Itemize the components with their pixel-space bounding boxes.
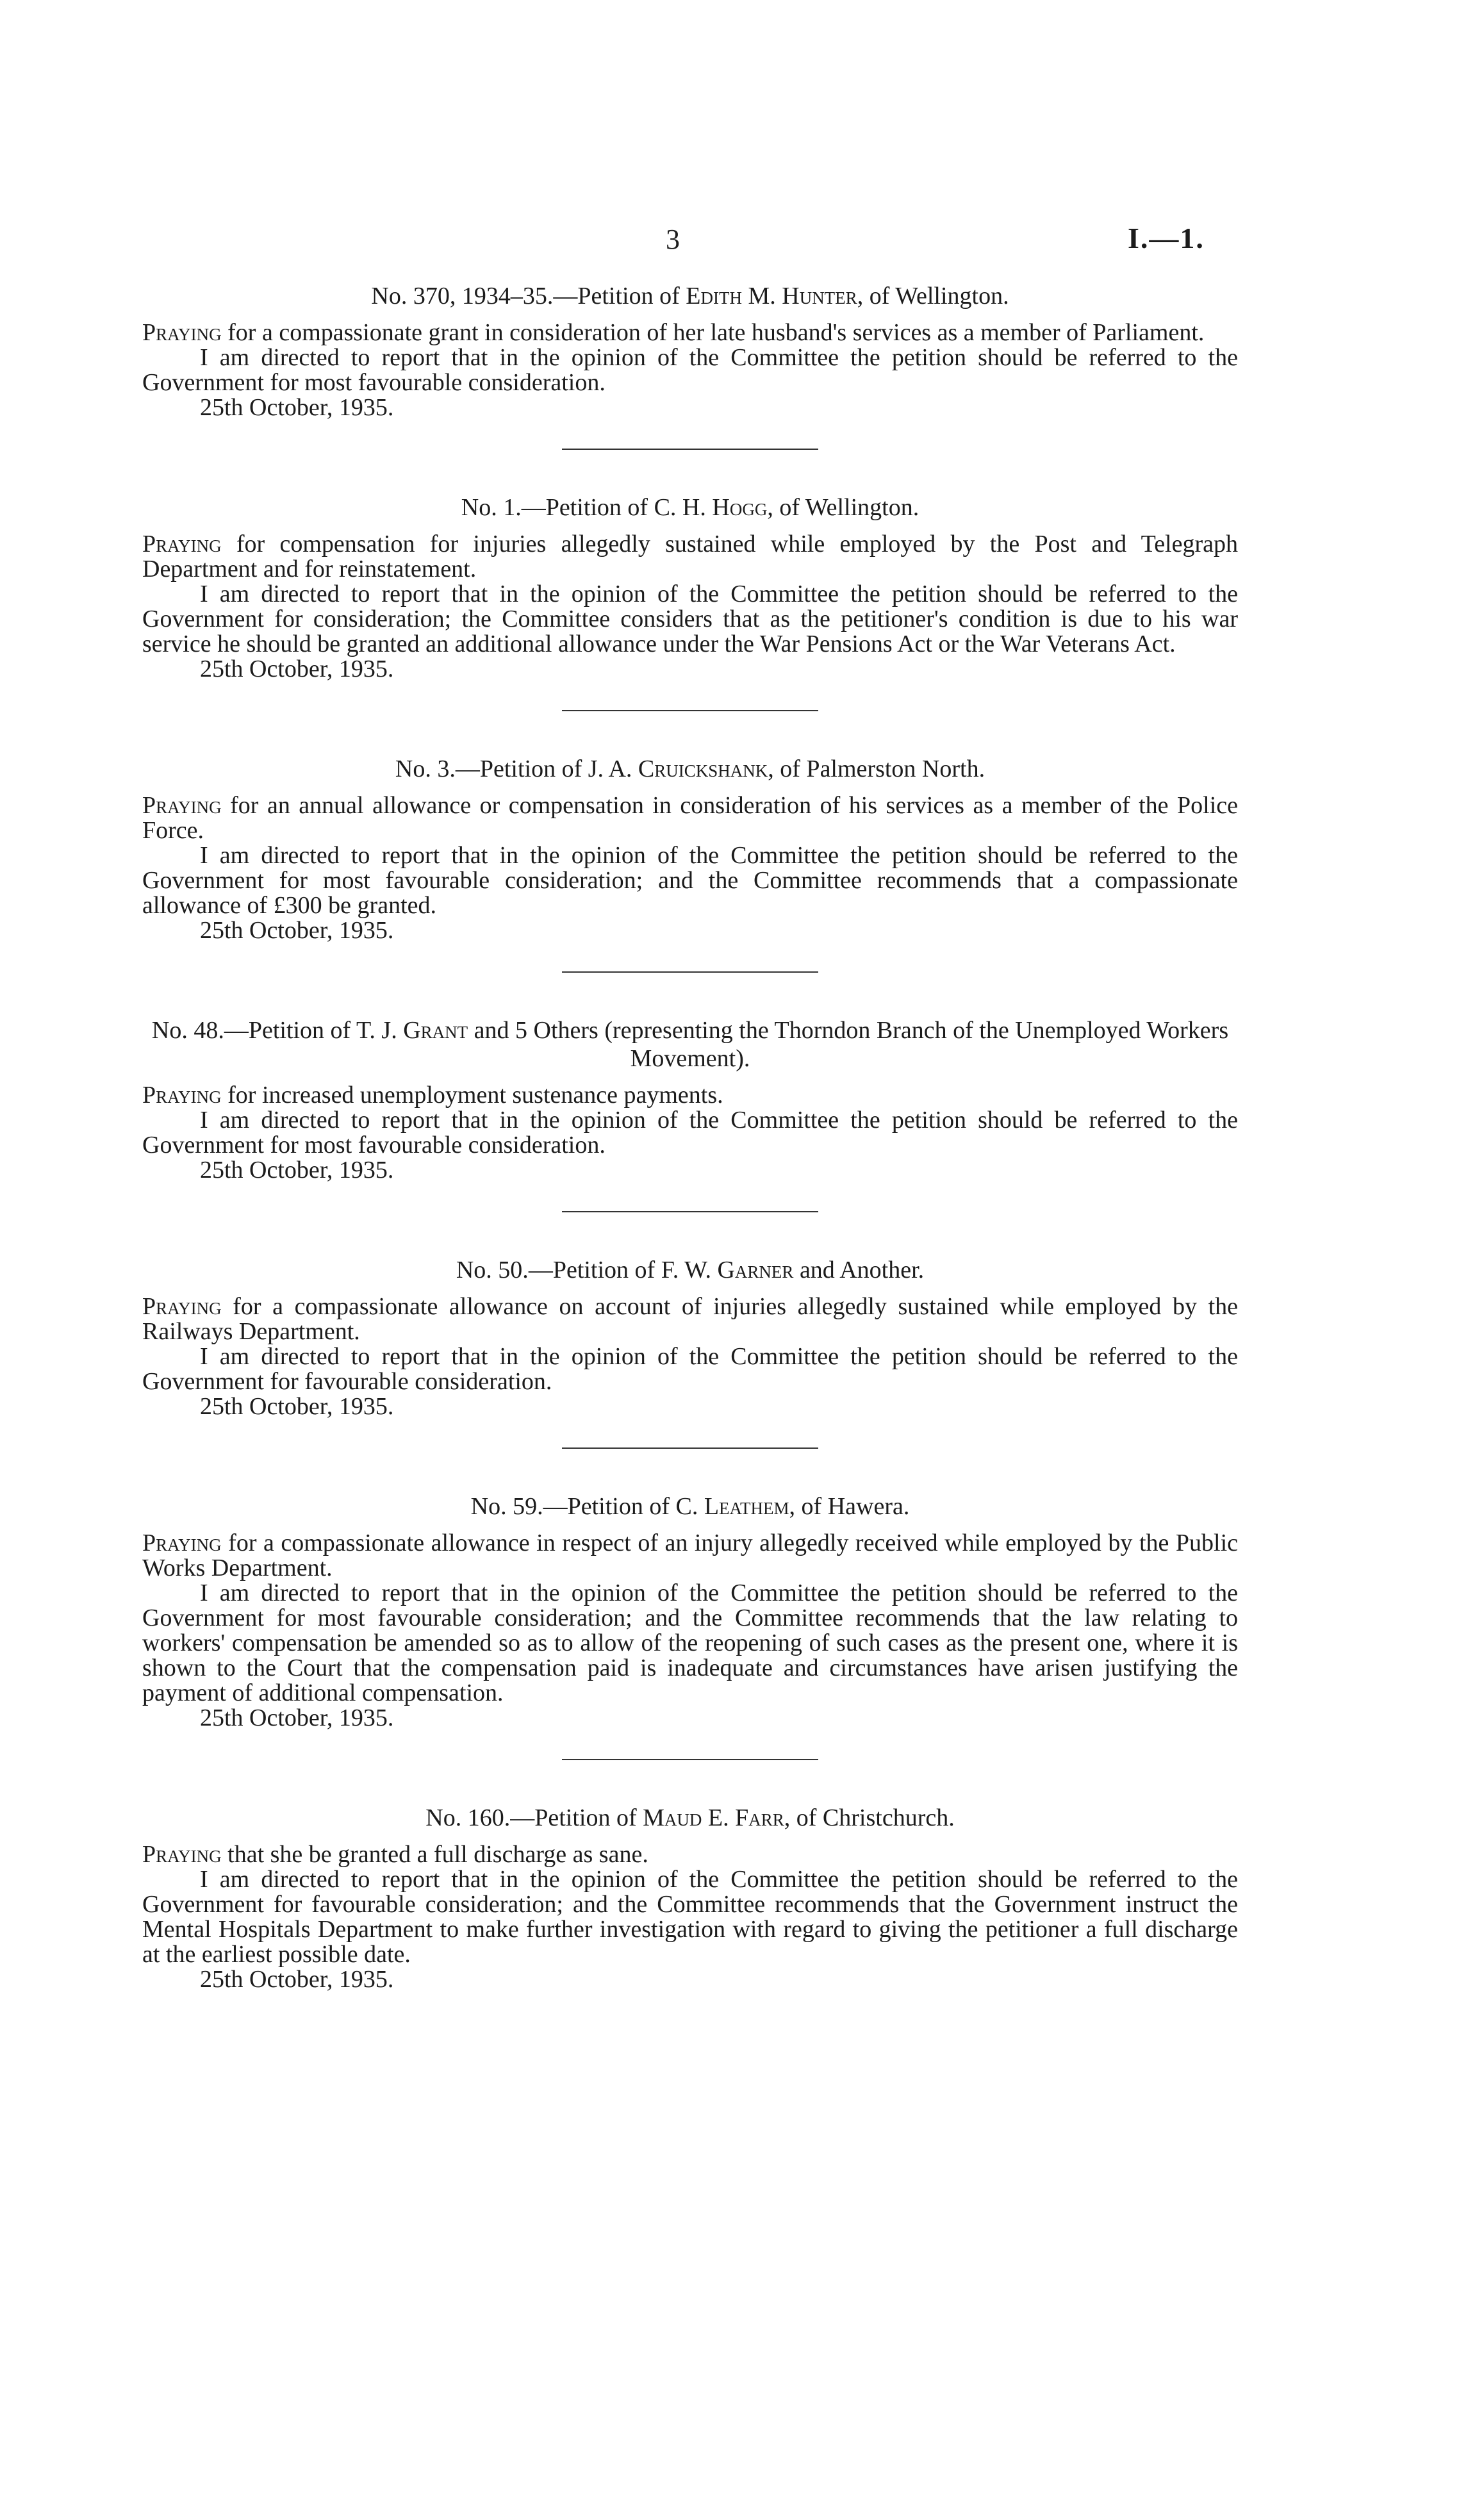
petition-heading: No. 48.—Petition of T. J. Grant and 5 Others (representing the Thorndon Branch of the Unemployed Workers Movement). (151, 1017, 1229, 1072)
petition-prayer: Praying for a compassionate allowance in respect of an injury allegedly received while employed by the Public Works Department. (142, 1530, 1238, 1581)
petition-heading: No. 1.—Petition of C. H. Hogg, of Wellington. (461, 494, 919, 521)
petition-entry (142, 1016, 1238, 1212)
committee-report: I am directed to report that in the opinion of the Committee the petition should be referred to the Government for favourable consideration. (142, 1343, 1238, 1395)
report-date: 25th October, 1935. (200, 1704, 394, 1731)
report-date: 25th October, 1935. (200, 1157, 394, 1184)
petition-entry (142, 755, 1238, 973)
report-date: 25th October, 1935. (200, 917, 394, 944)
petition-heading: No. 370, 1934–35.—Petition of Edith M. Hunter, of Wellington. (371, 283, 1009, 309)
petition-prayer: Praying for compensation for injuries allegedly sustained while employed by the Post and Telegraph Department and for reinstatement. (142, 531, 1238, 582)
petition-number: No. 50. (456, 1257, 529, 1283)
committee-report: I am directed to report that in the opinion of the Committee the petition should be referred to the Government for most favourable consideration; and the Committee recommends that the law relating to workers' compensation be amended so as to allow of the reopening of such cases as the present one, where it is shown to the Court that the compensation paid is inadequate and circumstances have arisen justifying the payment of additional compensation. (142, 1579, 1238, 1706)
petitioner-name: Edith M. Hunter (686, 283, 857, 309)
paper-reference: I.—1. (1128, 222, 1205, 254)
petition-number: No. 370, 1934–35. (371, 283, 554, 309)
petition-number: No. 1. (461, 494, 522, 521)
report-date: 25th October, 1935. (200, 1966, 394, 1993)
committee-report: I am directed to report that in the opinion of the Committee the petition should be referred to the Government for most favourable consideration. (142, 1107, 1238, 1159)
petition-entry (142, 282, 1238, 450)
petitioner-name: Cruickshank (638, 755, 768, 782)
petition-heading: No. 59.—Petition of C. Leathem, of Hawera. (470, 1493, 910, 1520)
petition-heading: No. 3.—Petition of J. A. Cruickshank, of Palmerston North. (395, 755, 985, 782)
page-number: 3 (666, 224, 680, 255)
petition-number: No. 59. (470, 1493, 543, 1520)
report-date: 25th October, 1935. (200, 1393, 394, 1420)
section-divider (562, 449, 818, 450)
committee-report: I am directed to report that in the opinion of the Committee the petition should be referred to the Government for most favourable consideration; and the Committee recommends that a compassionate allowance of £300 be granted. (142, 842, 1238, 919)
committee-report: I am directed to report that in the opinion of the Committee the petition should be referred to the Government for most favourable consideration. (142, 344, 1238, 396)
report-date: 25th October, 1935. (200, 656, 394, 682)
petition-entry (142, 1492, 1238, 1760)
petition-entry (142, 1804, 1238, 1992)
petition-number: No. 160. (425, 1804, 511, 1831)
petitioner-name: Hogg (712, 494, 768, 521)
section-divider (562, 1211, 818, 1212)
petition-prayer: Praying for an annual allowance or compensation in consideration of his services as a member of the Police Force. (142, 792, 1238, 844)
petitioner-name: Leathem (704, 1493, 789, 1520)
petition-prayer: Praying that she be granted a full discharge as sane. (142, 1841, 648, 1868)
petition-number: No. 48. (151, 1017, 224, 1044)
petition-heading: No. 50.—Petition of F. W. Garner and Another. (456, 1257, 925, 1283)
petition-prayer: Praying for a compassionate allowance on account of injuries allegedly sustained while employed by the Railways Department. (142, 1293, 1238, 1345)
committee-report: I am directed to report that in the opinion of the Committee the petition should be referred to the Government for consideration; the Committee considers that as the petitioner's condition is due to his war service he should be granted an additional allowance under the War Pensions Act or the War Veterans Act. (142, 581, 1238, 657)
section-divider (562, 971, 818, 973)
petition-prayer: Praying for increased unemployment sustenance payments. (142, 1082, 723, 1109)
petition-prayer: Praying for a compassionate grant in consideration of her late husband's services as a member of Parliament. (142, 319, 1205, 346)
petition-heading: No. 160.—Petition of Maud E. Farr, of Christchurch. (425, 1804, 955, 1831)
petitioner-name: Garner (717, 1257, 794, 1283)
petition-entry (142, 493, 1238, 711)
petitioner-name: Maud E. Farr (643, 1804, 784, 1831)
committee-report: I am directed to report that in the opinion of the Committee the petition should be referred to the Government for favourable consideration; and the Committee recommends that the Government instruct the Mental Hospitals Department to make further investigation with regard to giving the petitioner a full discharge at the earliest possible date. (142, 1866, 1238, 1968)
petitions-list (142, 282, 1238, 1992)
report-date: 25th October, 1935. (200, 394, 394, 421)
petition-number: No. 3. (395, 755, 456, 782)
petitioner-name: Grant (403, 1017, 468, 1044)
section-divider (562, 710, 818, 711)
section-divider (562, 1447, 818, 1449)
section-divider (562, 1759, 818, 1760)
petition-entry (142, 1256, 1238, 1449)
